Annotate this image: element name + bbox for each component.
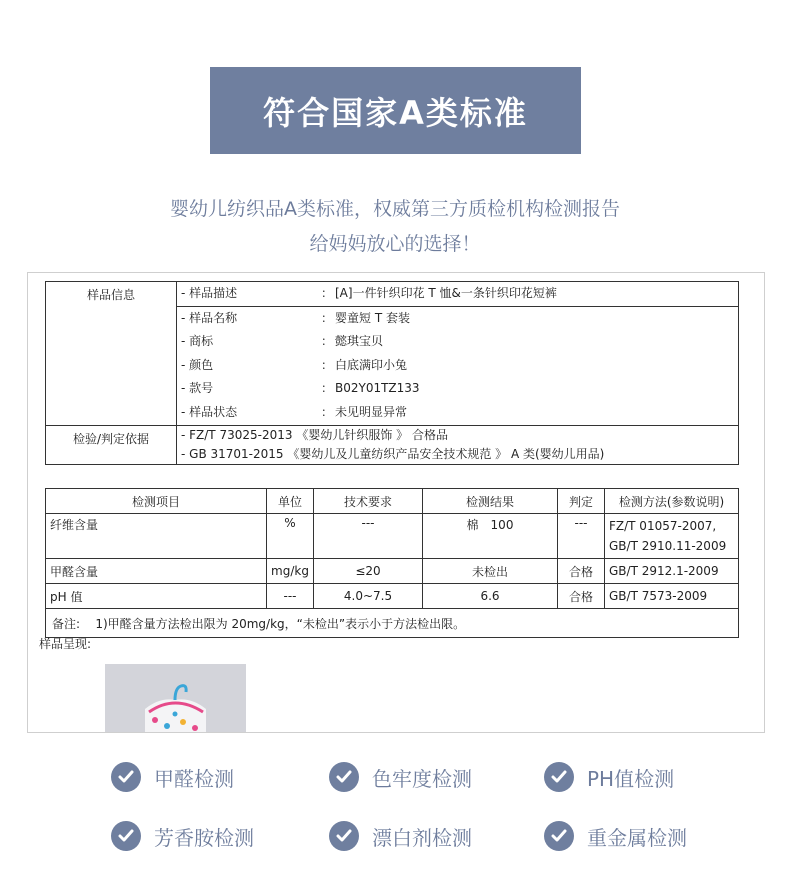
method-line: FZ/T 01057-2007, xyxy=(609,519,717,533)
note-label: 备注: xyxy=(52,616,81,631)
check-icon xyxy=(544,762,574,792)
info-colon: ： xyxy=(321,401,335,425)
info-field: - 颜色 xyxy=(177,354,322,378)
header-method: 检测方法(参数说明) xyxy=(605,489,739,514)
cell-method xyxy=(605,514,739,559)
cell-method: GB/T 7573-2009 xyxy=(605,584,739,609)
cell-unit: --- xyxy=(267,584,314,609)
note-row xyxy=(46,609,739,638)
table-row xyxy=(46,584,739,609)
cell-judgement: 合格 xyxy=(558,559,605,584)
info-colon: ： xyxy=(321,381,334,396)
cell-result: 未检出 xyxy=(423,559,558,584)
cell-method: GB/T 2912.1-2009 xyxy=(605,559,739,584)
check-item xyxy=(111,821,254,851)
info-field: - 样品描述 xyxy=(177,282,322,307)
subtitle-line-2: 给妈妈放心的选择！ xyxy=(309,233,481,255)
sample-info-table xyxy=(45,281,739,465)
cell-judgement: --- xyxy=(558,514,605,559)
info-field: - 商标 xyxy=(177,330,322,354)
info-field: - 款号 xyxy=(177,377,322,401)
info-colon: ： xyxy=(321,334,334,349)
info-value: [A]一件针织印花 T 恤&一条针织印花短裤 xyxy=(335,282,739,307)
cell-requirement: 4.0~7.5 xyxy=(314,584,423,609)
info-field: - 样品名称 xyxy=(177,306,322,330)
basis-line: - GB 31701-2015 《婴幼儿及儿童纺织产品安全技术规范 》 A 类(婴幼儿用品) xyxy=(177,445,739,465)
baby-shirt-photo-icon xyxy=(105,664,246,733)
check-item xyxy=(111,762,234,792)
check-icon xyxy=(329,821,359,851)
check-label: 漂白剂检测 xyxy=(372,825,472,850)
basis-label: 检验/判定依据 xyxy=(46,425,177,464)
cell-result: 6.6 xyxy=(423,584,558,609)
info-value: 婴童短 T 套装 xyxy=(335,306,739,330)
info-value: 懿琪宝贝 xyxy=(335,330,739,354)
banner-title: 符合国家A类标准 xyxy=(210,67,581,154)
info-value: 白底满印小兔 xyxy=(335,354,739,378)
cell-item: pH 值 xyxy=(46,584,267,609)
check-item xyxy=(329,762,472,792)
check-item xyxy=(544,762,674,792)
info-colon: ： xyxy=(321,286,334,300)
cell-judgement: 合格 xyxy=(558,584,605,609)
table-header-row xyxy=(46,489,739,514)
basis-line: - FZ/T 73025-2013 《婴幼儿针织服饰 》 合格品 xyxy=(177,425,739,445)
header-result: 检测结果 xyxy=(423,489,558,514)
cell-item: 甲醛含量 xyxy=(46,559,267,584)
info-colon: ： xyxy=(321,357,334,372)
check-icon xyxy=(111,762,141,792)
sample-info-label: 样品信息 xyxy=(46,282,177,426)
check-label: 色牢度检测 xyxy=(372,766,472,791)
header-requirement: 技术要求 xyxy=(314,489,423,514)
info-value: 未见明显异常 xyxy=(335,401,739,425)
table-row xyxy=(46,514,739,559)
header-unit: 单位 xyxy=(267,489,314,514)
test-results-table xyxy=(45,488,739,638)
check-label: PH值检测 xyxy=(587,766,675,791)
check-icon xyxy=(544,821,574,851)
check-icon xyxy=(111,821,141,851)
info-value: B02Y01TZ133 xyxy=(335,377,739,401)
check-label: 重金属检测 xyxy=(587,825,687,850)
check-item xyxy=(544,821,687,851)
info-field: - 样品状态 xyxy=(177,401,322,425)
cell-unit: % xyxy=(267,514,314,559)
check-item xyxy=(329,821,472,851)
subtitle-line-1: 婴幼儿纺织品A类标准，权威第三方质检机构检测报告 xyxy=(170,198,620,220)
note-cell xyxy=(46,609,739,638)
table-row xyxy=(46,559,739,584)
method-line: GB/T 2910.11-2009 xyxy=(609,539,727,553)
cell-unit: mg/kg xyxy=(267,559,314,584)
info-colon: ： xyxy=(321,310,334,325)
check-label: 甲醛检测 xyxy=(154,766,234,791)
cell-requirement: ≤20 xyxy=(314,559,423,584)
cell-result: 棉 100 xyxy=(423,514,558,559)
check-icon xyxy=(329,762,359,792)
cell-requirement: --- xyxy=(314,514,423,559)
sample-photo xyxy=(105,664,246,733)
check-label: 芳香胺检测 xyxy=(154,825,254,850)
sample-photo-label: 样品呈现: xyxy=(39,637,92,651)
header-item: 检测项目 xyxy=(46,489,267,514)
header-judgement: 判定 xyxy=(558,489,605,514)
cell-item: 纤维含量 xyxy=(46,514,267,559)
note-text: 1)甲醛含量方法检出限为 20mg/kg，“未检出”表示小于方法检出限。 xyxy=(95,616,466,631)
test-report xyxy=(27,272,765,733)
